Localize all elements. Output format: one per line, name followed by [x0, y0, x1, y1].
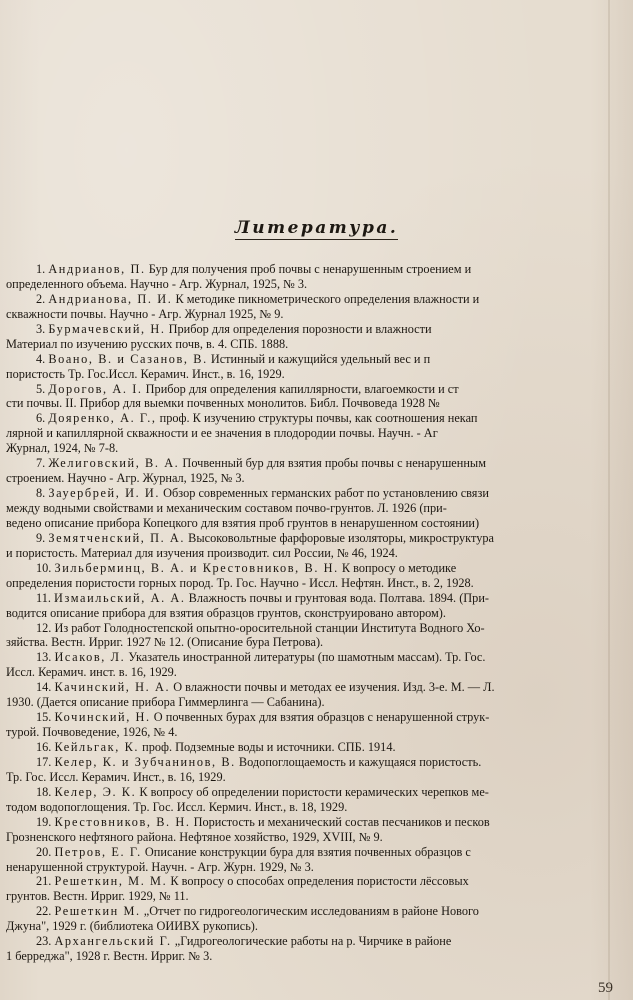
reference-first-line	[6, 621, 626, 636]
reference-author: Измаильский, А. А.	[54, 590, 186, 605]
reference-item	[6, 710, 626, 740]
reference-first-line	[6, 874, 626, 889]
reference-text: Иссл. Керамич. инст. в. 16, 1929.	[6, 665, 177, 680]
reference-author: Решеткин М.	[54, 904, 141, 919]
reference-item	[6, 621, 626, 651]
reference-first-line	[6, 411, 626, 426]
reference-item	[6, 262, 626, 292]
reference-author: Кейльгак, К.	[54, 740, 140, 754]
reference-first-line	[6, 292, 626, 307]
reference-number: 3.	[36, 321, 46, 336]
reference-item	[6, 591, 626, 621]
reference-text: К вопросу об определении пористости керамических черепков ме-	[136, 784, 489, 799]
reference-first-line	[6, 680, 626, 695]
reference-first-line	[6, 591, 626, 606]
reference-text: К вопросу о способах определения пористости лёссовых	[167, 874, 469, 889]
reference-number: 2.	[36, 291, 46, 306]
reference-number: 6.	[36, 411, 46, 426]
reference-continuation-line	[6, 307, 626, 322]
reference-text: Грозненского нефтяного района. Нефтяное хозяйство, 1929, XVIII, № 9.	[6, 829, 383, 844]
reference-continuation-line	[6, 426, 626, 441]
reference-text: и пористость. Материал для изучения производит. сил России, № 46, 1924.	[6, 545, 398, 560]
reference-first-line	[6, 262, 626, 277]
reference-text: Журнал, 1924, № 7-8.	[6, 441, 119, 456]
reference-number: 9.	[36, 530, 46, 545]
reference-text: 1 берреджа", 1928 г. Вестн. Ирриг. № 3.	[6, 949, 213, 964]
reference-author: Воано, В. и Сазанов, В.	[48, 351, 208, 366]
reference-first-line	[6, 755, 626, 770]
reference-text: Джуна", 1929 г. (библиотека ОИИВХ рукопись).	[6, 919, 258, 934]
reference-continuation-line	[6, 516, 626, 531]
reference-first-line	[6, 382, 626, 397]
reference-continuation-line	[6, 770, 626, 785]
reference-first-line	[6, 785, 626, 800]
reference-continuation-line	[6, 665, 626, 680]
reference-number: 12.	[36, 620, 52, 635]
reference-text: лярной и капиллярной скважности и ее значения в плодородии почвы. Научн. - Аг	[6, 426, 438, 441]
reference-number: 20.	[36, 844, 52, 859]
reference-text: Описание конструкции бура для взятия почвенных образцов с	[141, 844, 471, 859]
reference-text: ведено описание прибора Копецкого для взятия проб грунтов в ненарушенном состоянии)	[6, 515, 480, 530]
reference-continuation-line	[6, 949, 626, 964]
reference-text: между водными свойствами и механическим составом почво-грунтов. Л. 1926 (при-	[6, 501, 447, 515]
reference-continuation-line	[6, 367, 626, 382]
reference-continuation-line	[6, 725, 626, 740]
reference-continuation-line	[6, 860, 626, 875]
reference-text: проф. К изучению структуры почвы, как соотношения некап	[156, 411, 478, 426]
reference-number: 17.	[36, 754, 52, 769]
reference-number: 18.	[36, 784, 52, 799]
reference-first-line	[6, 531, 626, 546]
reference-item	[6, 456, 626, 486]
reference-text: О почвенных бурах для взятия образцов с ненарушенной струк-	[150, 710, 490, 725]
reference-continuation-line	[6, 546, 626, 561]
section-heading	[0, 218, 633, 238]
reference-text: пористость Тр. Гос.Иссл. Керамич. Инст., в. 16, 1929.	[6, 366, 285, 381]
reference-text: Пористость и механический состав песчаников и песков	[190, 814, 490, 829]
reference-text: определенного объема. Научно - Агр. Журнал, 1925, № 3.	[6, 276, 308, 291]
reference-text: тодом водопоглощения. Тр. Гос. Иссл. Кермич. Инст., в. 18, 1929.	[6, 799, 348, 814]
reference-text: Тр. Гос. Иссл. Керамич. Инст., в. 16, 1929.	[6, 769, 226, 784]
reference-author: Келер, К. и Зубчанинов, В.	[54, 754, 236, 769]
reference-continuation-line	[6, 576, 626, 591]
reference-text: Влажность почвы и грунтовая вода. Полтава. 1894. (При-	[185, 590, 489, 605]
reference-text: Прибор для определения капиллярности, влагоемкости и ст	[142, 381, 459, 396]
reference-text: строением. Научно - Агр. Журнал, 1925, № 3.	[6, 471, 245, 486]
reference-text: сти почвы. II. Прибор для выемки почвенных монолитов. Библ. Почвоведа 1928 №	[6, 396, 440, 411]
reference-first-line	[6, 934, 626, 949]
reference-number: 7.	[36, 456, 46, 471]
reference-first-line	[6, 815, 626, 830]
reference-item	[6, 411, 626, 456]
reference-first-line	[6, 486, 626, 501]
reference-continuation-line	[6, 919, 626, 934]
reference-text: определения пористости горных пород. Тр. Гос. Научно - Иссл. Нефтян. Инст., в. 2, 1928.	[6, 575, 474, 590]
reference-text: Прибор для определения порозности и влажности	[165, 321, 432, 336]
reference-number: 10.	[36, 560, 52, 575]
reference-continuation-line	[6, 889, 626, 904]
reference-text: грунтов. Вестн. Ирриг. 1929, № 11.	[6, 889, 189, 904]
reference-text: К методике пикнометрического определения влажности и	[172, 291, 480, 306]
reference-author: Бурмачевский, Н.	[48, 321, 166, 336]
reference-item	[6, 874, 626, 904]
reference-item	[6, 382, 626, 412]
reference-item	[6, 680, 626, 710]
reference-author: Андрианова, П. И.	[48, 291, 173, 306]
reference-continuation-line	[6, 501, 626, 516]
reference-number: 4.	[36, 351, 46, 366]
reference-text: скважности почвы. Научно - Агр. Журнал 1925, № 9.	[6, 306, 284, 321]
reference-item	[6, 845, 626, 875]
reference-continuation-line	[6, 396, 626, 411]
reference-text: Бур для получения проб почвы с ненарушенным строением и	[145, 262, 472, 276]
reference-item	[6, 904, 626, 934]
reference-number: 23.	[36, 934, 52, 949]
reference-item	[6, 815, 626, 845]
reference-continuation-line	[6, 441, 626, 456]
page-title: Литература.	[234, 218, 399, 238]
reference-text: Обзор современных германских работ по установлению связи	[160, 486, 489, 501]
reference-continuation-line	[6, 471, 626, 486]
reference-text: Истинный и кажущийся удельный вес и п	[207, 351, 431, 366]
reference-number: 19.	[36, 814, 52, 829]
reference-continuation-line	[6, 606, 626, 621]
reference-text: „Отчет по гидрогеологическим исследованиям в районе Нового	[140, 904, 479, 919]
reference-author: Решеткин, М. М.	[54, 874, 168, 889]
reference-author: Келер, Э. К.	[54, 784, 137, 799]
reference-number: 8.	[36, 486, 46, 501]
reference-first-line	[6, 904, 626, 919]
reference-item	[6, 755, 626, 785]
reference-first-line	[6, 561, 626, 576]
reference-item	[6, 352, 626, 382]
reference-text: К вопросу о методике	[338, 560, 457, 575]
reference-text: зяйства. Вестн. Ирриг. 1927 № 12. (Описание бура Петрова).	[6, 635, 324, 650]
reference-first-line	[6, 456, 626, 471]
reference-first-line	[6, 710, 626, 725]
reference-item	[6, 322, 626, 352]
reference-author: Зильберминц, В. А. и Крестовников, В. Н.	[54, 560, 339, 575]
reference-author: Дояренко, А. Г.,	[48, 411, 157, 426]
reference-continuation-line	[6, 695, 626, 710]
reference-item	[6, 292, 626, 322]
reference-author: Андрианов, П.	[48, 262, 146, 276]
reference-item	[6, 650, 626, 680]
reference-number: 21.	[36, 874, 52, 889]
reference-item	[6, 934, 626, 964]
reference-continuation-line	[6, 277, 626, 292]
reference-author: Земятченский, П. А.	[48, 530, 186, 545]
reference-item	[6, 486, 626, 531]
reference-item	[6, 740, 626, 755]
reference-list	[6, 262, 626, 964]
reference-continuation-line	[6, 635, 626, 650]
reference-text: ненарушенной структурой. Научн. - Агр. Журн. 1929, № 3.	[6, 859, 314, 874]
reference-continuation-line	[6, 337, 626, 352]
reference-author: Архангельский Г.	[54, 934, 172, 949]
reference-author: Дорогов, А. I.	[48, 381, 143, 396]
reference-item	[6, 561, 626, 591]
reference-text: „Гидрогеологические работы на р. Чирчике в районе	[171, 934, 452, 949]
reference-text: Из работ Голодностепской опытно-оросительной станции Института Водного Хо-	[54, 620, 485, 635]
reference-first-line	[6, 845, 626, 860]
reference-text: Указатель иностранной литературы (по шамотным массам). Тр. Гос.	[125, 650, 486, 665]
page-number: 59	[598, 980, 613, 996]
reference-first-line	[6, 322, 626, 337]
reference-author: Исаков, Л.	[54, 650, 126, 665]
reference-continuation-line	[6, 830, 626, 845]
reference-text: водится описание прибора для взятия образцов грунтов, сконструировано автором).	[6, 605, 446, 620]
reference-author: Крестовников, В. Н.	[54, 814, 191, 829]
reference-number: 14.	[36, 680, 52, 695]
reference-number: 11.	[36, 590, 51, 605]
reference-author: Желиговский, В. А.	[48, 456, 180, 471]
reference-text: 1930. (Дается описание прибора Гиммерлинга — Сабанина).	[6, 695, 325, 710]
reference-text: Почвенный бур для взятия пробы почвы с ненарушенным	[179, 456, 486, 471]
reference-first-line	[6, 352, 626, 367]
reference-author: Петров, Е. Г.	[54, 844, 142, 859]
reference-item	[6, 531, 626, 561]
reference-number: 5.	[36, 381, 46, 396]
reference-number: 1.	[36, 262, 46, 276]
reference-text: О влажности почвы и методах ее изучения. Изд. 3-е. М. — Л.	[170, 680, 495, 695]
reference-first-line	[6, 650, 626, 665]
reference-number: 16.	[36, 740, 52, 754]
reference-text: Высоковольтные фарфоровые изоляторы, микроструктура	[185, 530, 494, 545]
reference-continuation-line	[6, 800, 626, 815]
reference-author: Кочинский, Н.	[54, 710, 151, 725]
reference-number: 13.	[36, 650, 52, 665]
reference-number: 15.	[36, 710, 52, 725]
reference-number: 22.	[36, 904, 52, 919]
reference-author: Качинский, Н. А.	[54, 680, 171, 695]
reference-text: Водопоглощаемость и кажущаяся пористость.	[235, 754, 482, 769]
reference-text: проф. Подземные воды и источники. СПБ. 1914.	[139, 740, 396, 754]
reference-first-line	[6, 740, 626, 755]
reference-text: турой. Почвоведение, 1926, № 4.	[6, 725, 178, 740]
reference-text: Материал по изучению русских почв, в. 4. СПБ. 1888.	[6, 336, 289, 351]
reference-author: Зауербрей, И. И.	[48, 486, 161, 501]
reference-item	[6, 785, 626, 815]
